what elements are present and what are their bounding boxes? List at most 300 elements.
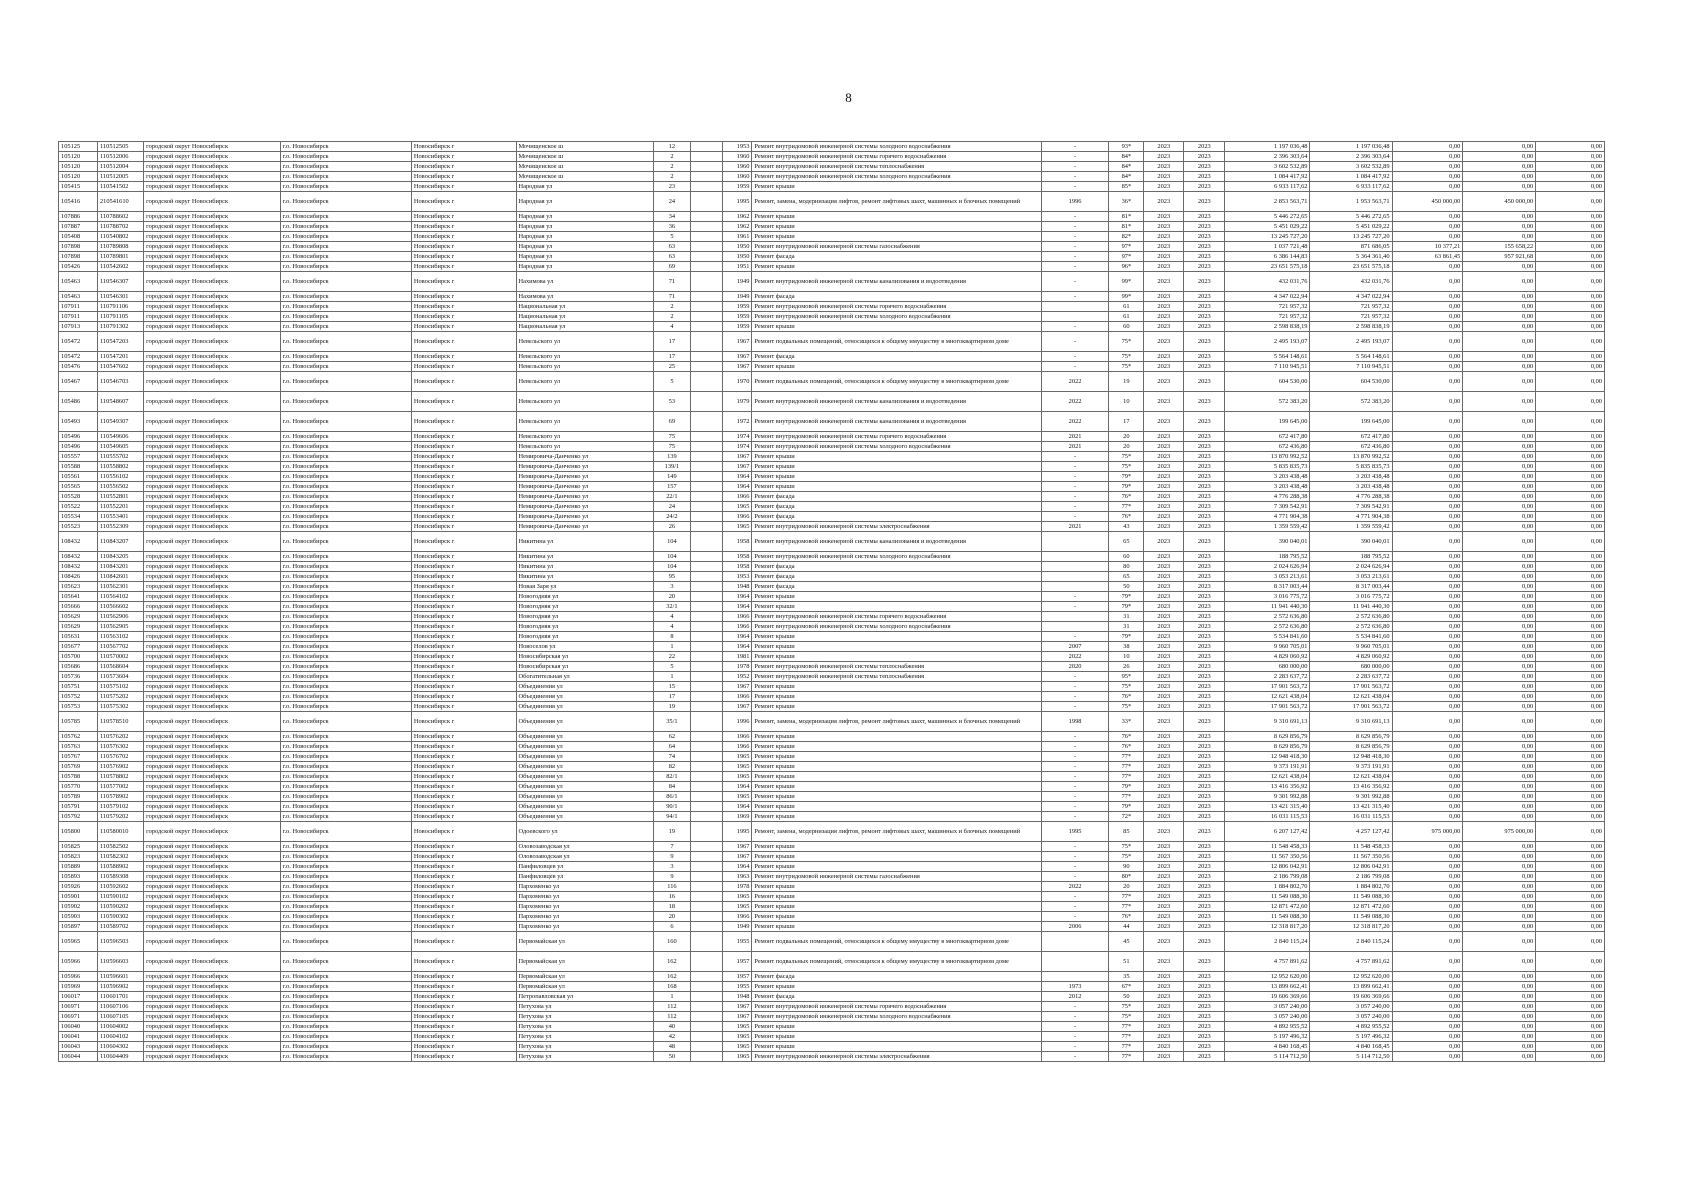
cell-work-type: Ремонт внутридомовой инженерной системы холодного водоснабжения — [752, 172, 1041, 182]
cell-municipality: городской округ Новосибирск — [144, 742, 280, 752]
cell-work-id: 110588902 — [97, 862, 143, 872]
table-row — [59, 192, 1605, 212]
cell-house-id: 106040 — [59, 1022, 98, 1032]
cell-end-year: 2023 — [1184, 872, 1225, 882]
cell-locality: Новосибирск г — [411, 602, 516, 612]
cell-last-repair-year: - — [1041, 872, 1109, 882]
cell-work-id: 110596603 — [97, 952, 143, 972]
cell-build-year: 1995 — [722, 822, 752, 842]
cell-building — [690, 882, 722, 892]
cell-street: Панфиловцев ул — [516, 862, 653, 872]
cell-settlement: г.о. Новосибирск — [280, 462, 411, 472]
cell-municipality: городской округ Новосибирск — [144, 682, 280, 692]
cell-other-cost: 0,00 — [1536, 932, 1605, 952]
cell-work-type: Ремонт крыши — [752, 182, 1041, 192]
cell-owners-cost: 0,00 — [1463, 682, 1536, 692]
cell-street: Новая Заря ул — [516, 582, 653, 592]
cell-owners-cost: 0,00 — [1463, 332, 1536, 352]
cell-build-year: 1964 — [722, 642, 752, 652]
cell-municipality: городской округ Новосибирск — [144, 242, 280, 252]
table-row — [59, 492, 1605, 502]
cell-build-year: 1959 — [722, 312, 752, 322]
cell-owners-cost: 0,00 — [1463, 452, 1536, 462]
cell-house-number: 17 — [653, 352, 690, 362]
cell-end-year: 2023 — [1184, 802, 1225, 812]
cell-build-year: 1966 — [722, 612, 752, 622]
cell-last-repair-year: - — [1041, 802, 1109, 812]
cell-settlement: г.о. Новосибирск — [280, 632, 411, 642]
cell-end-year: 2023 — [1184, 632, 1225, 642]
cell-start-year: 2023 — [1144, 1032, 1184, 1042]
cell-building — [690, 622, 722, 632]
cell-locality: Новосибирск г — [411, 552, 516, 562]
cell-end-year: 2023 — [1184, 592, 1225, 602]
cell-locality: Новосибирск г — [411, 302, 516, 312]
cell-last-repair-year: 2022 — [1041, 372, 1109, 392]
cell-build-year: 1964 — [722, 632, 752, 642]
cell-work-type: Ремонт внутридомовой инженерной системы теплоснабжения — [752, 662, 1041, 672]
cell-work-id: 110552309 — [97, 522, 143, 532]
cell-fund-cost: 3 203 438,48 — [1310, 472, 1392, 482]
cell-build-year: 1963 — [722, 872, 752, 882]
cell-work-type: Ремонт крыши — [752, 652, 1041, 662]
table-row — [59, 622, 1605, 632]
cell-start-year: 2023 — [1144, 592, 1184, 602]
cell-end-year: 2023 — [1184, 252, 1225, 262]
cell-end-year: 2023 — [1184, 452, 1225, 462]
cell-start-year: 2023 — [1144, 1052, 1184, 1062]
cell-locality: Новосибирск г — [411, 232, 516, 242]
cell-locality: Новосибирск г — [411, 492, 516, 502]
table-row — [59, 272, 1605, 292]
cell-street: Нахимова ул — [516, 292, 653, 302]
table-row — [59, 352, 1605, 362]
cell-start-year: 2023 — [1144, 972, 1184, 982]
cell-building — [690, 912, 722, 922]
cell-start-year: 2023 — [1144, 532, 1184, 552]
cell-owners-cost: 0,00 — [1463, 752, 1536, 762]
cell-fund-cost: 5 451 029,22 — [1310, 222, 1392, 232]
table-row — [59, 982, 1605, 992]
cell-house-number: 35/1 — [653, 712, 690, 732]
cell-total-cost: 5 835 835,73 — [1225, 462, 1310, 472]
cell-other-cost: 0,00 — [1536, 652, 1605, 662]
cell-building — [690, 872, 722, 882]
cell-total-cost: 2 853 563,71 — [1225, 192, 1310, 212]
cell-wear-percent: 80 — [1109, 562, 1144, 572]
cell-owners-cost: 0,00 — [1463, 552, 1536, 562]
cell-budget-cost: 0,00 — [1392, 1032, 1463, 1042]
cell-municipality: городской округ Новосибирск — [144, 442, 280, 452]
cell-budget-cost: 0,00 — [1392, 872, 1463, 882]
cell-house-number: 24 — [653, 502, 690, 512]
cell-last-repair-year: - — [1041, 762, 1109, 772]
cell-work-id: 110548607 — [97, 392, 143, 412]
cell-locality: Новосибирск г — [411, 582, 516, 592]
cell-wear-percent: 50 — [1109, 582, 1144, 592]
cell-building — [690, 142, 722, 152]
cell-other-cost: 0,00 — [1536, 762, 1605, 772]
cell-owners-cost: 0,00 — [1463, 712, 1536, 732]
cell-wear-percent: 65 — [1109, 532, 1144, 552]
cell-house-id: 105493 — [59, 412, 98, 432]
cell-build-year: 1967 — [722, 362, 752, 372]
cell-start-year: 2023 — [1144, 302, 1184, 312]
cell-settlement: г.о. Новосибирск — [280, 522, 411, 532]
cell-settlement: г.о. Новосибирск — [280, 562, 411, 572]
cell-total-cost: 4 347 022,94 — [1225, 292, 1310, 302]
table-row — [59, 222, 1605, 232]
cell-end-year: 2023 — [1184, 1042, 1225, 1052]
cell-settlement: г.о. Новосибирск — [280, 222, 411, 232]
cell-fund-cost: 12 318 817,20 — [1310, 922, 1392, 932]
cell-wear-percent: 82* — [1109, 232, 1144, 242]
cell-work-id: 110789801 — [97, 252, 143, 262]
cell-build-year: 1964 — [722, 862, 752, 872]
cell-work-id: 110596503 — [97, 932, 143, 952]
cell-house-id: 108432 — [59, 562, 98, 572]
cell-work-id: 110547602 — [97, 362, 143, 372]
table-row — [59, 212, 1605, 222]
cell-municipality: городской округ Новосибирск — [144, 642, 280, 652]
cell-last-repair-year: - — [1041, 632, 1109, 642]
cell-house-number: 64 — [653, 742, 690, 752]
cell-house-number: 6 — [653, 922, 690, 932]
cell-street: Первомайская ул — [516, 932, 653, 952]
cell-total-cost: 8 317 003,44 — [1225, 582, 1310, 592]
cell-start-year: 2023 — [1144, 872, 1184, 882]
cell-start-year: 2023 — [1144, 262, 1184, 272]
cell-total-cost: 680 000,00 — [1225, 662, 1310, 672]
cell-house-number: 162 — [653, 972, 690, 982]
table-row — [59, 162, 1605, 172]
cell-owners-cost: 0,00 — [1463, 632, 1536, 642]
cell-build-year: 1978 — [722, 882, 752, 892]
cell-start-year: 2023 — [1144, 512, 1184, 522]
cell-start-year: 2023 — [1144, 172, 1184, 182]
cell-start-year: 2023 — [1144, 772, 1184, 782]
cell-fund-cost: 4 257 127,42 — [1310, 822, 1392, 842]
cell-total-cost: 11 549 088,30 — [1225, 912, 1310, 922]
table-row — [59, 732, 1605, 742]
cell-fund-cost: 11 549 088,30 — [1310, 892, 1392, 902]
cell-total-cost: 12 621 438,04 — [1225, 692, 1310, 702]
cell-house-number: 95 — [653, 572, 690, 582]
cell-budget-cost: 0,00 — [1392, 332, 1463, 352]
cell-settlement: г.о. Новосибирск — [280, 752, 411, 762]
cell-street: Петухова ул — [516, 1042, 653, 1052]
cell-house-number: 116 — [653, 882, 690, 892]
cell-building — [690, 652, 722, 662]
cell-build-year: 1967 — [722, 682, 752, 692]
cell-street: Немировича-Данченко ул — [516, 452, 653, 462]
cell-work-id: 110570002 — [97, 652, 143, 662]
cell-work-type: Ремонт крыши — [752, 902, 1041, 912]
cell-street: Объединения ул — [516, 702, 653, 712]
cell-other-cost: 0,00 — [1536, 882, 1605, 892]
cell-street: Объединения ул — [516, 792, 653, 802]
cell-other-cost: 0,00 — [1536, 982, 1605, 992]
cell-budget-cost: 0,00 — [1392, 752, 1463, 762]
table-row — [59, 792, 1605, 802]
cell-other-cost: 0,00 — [1536, 612, 1605, 622]
cell-fund-cost: 680 000,00 — [1310, 662, 1392, 672]
cell-last-repair-year: 2022 — [1041, 882, 1109, 892]
cell-start-year: 2023 — [1144, 372, 1184, 392]
cell-building — [690, 1042, 722, 1052]
cell-locality: Новосибирск г — [411, 592, 516, 602]
cell-wear-percent: 65 — [1109, 572, 1144, 582]
table-row — [59, 182, 1605, 192]
cell-build-year: 1965 — [722, 752, 752, 762]
cell-municipality: городской округ Новосибирск — [144, 632, 280, 642]
cell-owners-cost: 0,00 — [1463, 362, 1536, 372]
cell-locality: Новосибирск г — [411, 1042, 516, 1052]
cell-budget-cost: 0,00 — [1392, 912, 1463, 922]
cell-municipality: городской округ Новосибирск — [144, 712, 280, 732]
cell-budget-cost: 0,00 — [1392, 952, 1463, 972]
cell-settlement: г.о. Новосибирск — [280, 312, 411, 322]
cell-end-year: 2023 — [1184, 212, 1225, 222]
cell-build-year: 1955 — [722, 932, 752, 952]
cell-municipality: городской округ Новосибирск — [144, 882, 280, 892]
cell-fund-cost: 5 835 835,73 — [1310, 462, 1392, 472]
cell-street: Объединения ул — [516, 712, 653, 732]
cell-locality: Новосибирск г — [411, 882, 516, 892]
cell-owners-cost: 450 000,00 — [1463, 192, 1536, 212]
cell-house-id: 105825 — [59, 842, 98, 852]
cell-municipality: городской округ Новосибирск — [144, 852, 280, 862]
cell-start-year: 2023 — [1144, 812, 1184, 822]
cell-owners-cost: 0,00 — [1463, 142, 1536, 152]
cell-other-cost: 0,00 — [1536, 312, 1605, 322]
cell-wear-percent: 19 — [1109, 372, 1144, 392]
cell-street: Немировича-Данченко ул — [516, 512, 653, 522]
cell-end-year: 2023 — [1184, 702, 1225, 712]
cell-fund-cost: 16 031 115,53 — [1310, 812, 1392, 822]
cell-work-type: Ремонт крыши — [752, 802, 1041, 812]
cell-locality: Новосибирск г — [411, 632, 516, 642]
cell-settlement: г.о. Новосибирск — [280, 352, 411, 362]
cell-fund-cost: 7 309 542,91 — [1310, 502, 1392, 512]
cell-budget-cost: 0,00 — [1392, 782, 1463, 792]
cell-locality: Новосибирск г — [411, 762, 516, 772]
cell-owners-cost: 0,00 — [1463, 462, 1536, 472]
cell-last-repair-year: - — [1041, 142, 1109, 152]
cell-start-year: 2023 — [1144, 882, 1184, 892]
cell-start-year: 2023 — [1144, 842, 1184, 852]
cell-build-year: 1949 — [722, 922, 752, 932]
table-row — [59, 1012, 1605, 1022]
cell-wear-percent: 81* — [1109, 212, 1144, 222]
cell-last-repair-year — [1041, 312, 1109, 322]
cell-other-cost: 0,00 — [1536, 582, 1605, 592]
cell-budget-cost: 0,00 — [1392, 162, 1463, 172]
cell-build-year: 1965 — [722, 1032, 752, 1042]
cell-building — [690, 842, 722, 852]
cell-budget-cost: 0,00 — [1392, 1002, 1463, 1012]
cell-locality: Новосибирск г — [411, 822, 516, 842]
table-row — [59, 412, 1605, 432]
cell-wear-percent: 77* — [1109, 762, 1144, 772]
cell-end-year: 2023 — [1184, 852, 1225, 862]
cell-end-year: 2023 — [1184, 612, 1225, 622]
cell-start-year: 2023 — [1144, 822, 1184, 842]
cell-fund-cost: 5 364 361,40 — [1310, 252, 1392, 262]
cell-other-cost: 0,00 — [1536, 1032, 1605, 1042]
cell-fund-cost: 11 549 088,30 — [1310, 912, 1392, 922]
cell-total-cost: 4 892 955,52 — [1225, 1022, 1310, 1032]
table-row — [59, 522, 1605, 532]
cell-work-id: 110553401 — [97, 512, 143, 522]
cell-last-repair-year: - — [1041, 482, 1109, 492]
cell-municipality: городской округ Новосибирск — [144, 702, 280, 712]
cell-end-year: 2023 — [1184, 312, 1225, 322]
cell-budget-cost: 0,00 — [1392, 1012, 1463, 1022]
table-row — [59, 822, 1605, 842]
cell-municipality: городской округ Новосибирск — [144, 1002, 280, 1012]
cell-total-cost: 6 386 144,83 — [1225, 252, 1310, 262]
cell-wear-percent: 76* — [1109, 692, 1144, 702]
cell-fund-cost: 2 283 637,72 — [1310, 672, 1392, 682]
cell-locality: Новосибирск г — [411, 162, 516, 172]
cell-build-year: 1964 — [722, 602, 752, 612]
cell-other-cost: 0,00 — [1536, 352, 1605, 362]
cell-house-id: 105800 — [59, 822, 98, 842]
cell-municipality: городской округ Новосибирск — [144, 182, 280, 192]
cell-house-number: 34 — [653, 212, 690, 222]
cell-street: Петухова ул — [516, 1032, 653, 1042]
cell-owners-cost: 0,00 — [1463, 222, 1536, 232]
cell-work-type: Ремонт крыши — [752, 842, 1041, 852]
cell-street: Оловозаводская ул — [516, 842, 653, 852]
cell-fund-cost: 13 421 315,40 — [1310, 802, 1392, 812]
cell-work-type: Ремонт внутридомовой инженерной системы теплоснабжения — [752, 672, 1041, 682]
cell-fund-cost: 3 016 775,72 — [1310, 592, 1392, 602]
cell-settlement: г.о. Новосибирск — [280, 262, 411, 272]
cell-work-id: 110512006 — [97, 152, 143, 162]
cell-work-type: Ремонт внутридомовой инженерной системы горячего водоснабжения — [752, 1002, 1041, 1012]
cell-owners-cost: 0,00 — [1463, 852, 1536, 862]
cell-work-id: 110549605 — [97, 442, 143, 452]
table-row — [59, 172, 1605, 182]
cell-other-cost: 0,00 — [1536, 232, 1605, 242]
cell-budget-cost: 0,00 — [1392, 862, 1463, 872]
cell-build-year: 1981 — [722, 652, 752, 662]
cell-end-year: 2023 — [1184, 652, 1225, 662]
cell-build-year: 1951 — [722, 262, 752, 272]
cell-fund-cost: 17 901 563,72 — [1310, 682, 1392, 692]
table-row — [59, 862, 1605, 872]
table-row — [59, 902, 1605, 912]
cell-wear-percent: 79* — [1109, 632, 1144, 642]
cell-build-year: 1965 — [722, 522, 752, 532]
cell-owners-cost: 0,00 — [1463, 772, 1536, 782]
cell-other-cost: 0,00 — [1536, 412, 1605, 432]
cell-other-cost: 0,00 — [1536, 862, 1605, 872]
cell-street: Новогодняя ул — [516, 602, 653, 612]
cell-locality: Новосибирск г — [411, 572, 516, 582]
table-row — [59, 242, 1605, 252]
cell-locality: Новосибирск г — [411, 212, 516, 222]
cell-wear-percent: 76* — [1109, 492, 1144, 502]
cell-wear-percent: 79* — [1109, 782, 1144, 792]
cell-total-cost: 7 309 542,91 — [1225, 502, 1310, 512]
cell-work-id: 110843207 — [97, 532, 143, 552]
cell-work-id: 110607106 — [97, 1002, 143, 1012]
cell-fund-cost: 2 572 636,80 — [1310, 622, 1392, 632]
cell-house-id: 105486 — [59, 392, 98, 412]
cell-build-year: 1965 — [722, 1052, 752, 1062]
cell-owners-cost: 0,00 — [1463, 232, 1536, 242]
cell-work-type: Ремонт крыши — [752, 592, 1041, 602]
cell-work-id: 110582502 — [97, 842, 143, 852]
cell-work-id: 110578802 — [97, 772, 143, 782]
cell-budget-cost: 0,00 — [1392, 292, 1463, 302]
cell-other-cost: 0,00 — [1536, 212, 1605, 222]
cell-owners-cost: 0,00 — [1463, 642, 1536, 652]
cell-house-id: 105463 — [59, 272, 98, 292]
cell-budget-cost: 0,00 — [1392, 662, 1463, 672]
cell-work-id: 110555702 — [97, 452, 143, 462]
cell-street: Петухова ул — [516, 1012, 653, 1022]
cell-house-id: 105770 — [59, 782, 98, 792]
cell-owners-cost: 0,00 — [1463, 592, 1536, 602]
cell-last-repair-year: - — [1041, 782, 1109, 792]
cell-total-cost: 5 451 029,22 — [1225, 222, 1310, 232]
cell-total-cost: 11 548 458,33 — [1225, 842, 1310, 852]
cell-settlement: г.о. Новосибирск — [280, 742, 411, 752]
cell-street: Немировича-Данченко ул — [516, 522, 653, 532]
cell-other-cost: 0,00 — [1536, 292, 1605, 302]
cell-house-id: 105686 — [59, 662, 98, 672]
cell-build-year: 1974 — [722, 432, 752, 442]
cell-work-type: Ремонт крыши — [752, 322, 1041, 332]
table-row — [59, 782, 1605, 792]
cell-work-type: Ремонт внутридомовой инженерной системы горячего водоснабжения — [752, 152, 1041, 162]
cell-work-id: 210541610 — [97, 192, 143, 212]
cell-other-cost: 0,00 — [1536, 692, 1605, 702]
cell-build-year: 1967 — [722, 852, 752, 862]
cell-owners-cost: 0,00 — [1463, 582, 1536, 592]
cell-work-id: 110604102 — [97, 1032, 143, 1042]
cell-work-id: 110843205 — [97, 552, 143, 562]
cell-building — [690, 632, 722, 642]
cell-wear-percent: 75* — [1109, 462, 1144, 472]
cell-end-year: 2023 — [1184, 672, 1225, 682]
cell-wear-percent: 75* — [1109, 852, 1144, 862]
cell-house-number: 36 — [653, 222, 690, 232]
cell-owners-cost: 0,00 — [1463, 292, 1536, 302]
cell-other-cost: 0,00 — [1536, 1002, 1605, 1012]
cell-end-year: 2023 — [1184, 812, 1225, 822]
cell-last-repair-year: - — [1041, 1002, 1109, 1012]
cell-locality: Новосибирск г — [411, 472, 516, 482]
cell-total-cost: 8 629 856,79 — [1225, 742, 1310, 752]
cell-total-cost: 13 421 315,40 — [1225, 802, 1310, 812]
cell-last-repair-year: - — [1041, 212, 1109, 222]
cell-locality: Новосибирск г — [411, 692, 516, 702]
cell-municipality: городской округ Новосибирск — [144, 602, 280, 612]
cell-build-year: 1950 — [722, 252, 752, 262]
table-row — [59, 452, 1605, 462]
cell-work-type: Ремонт крыши — [752, 742, 1041, 752]
cell-street: Национальная ул — [516, 322, 653, 332]
table-row — [59, 922, 1605, 932]
cell-municipality: городской округ Новосибирск — [144, 972, 280, 982]
cell-build-year: 1996 — [722, 712, 752, 732]
cell-house-id: 105534 — [59, 512, 98, 522]
